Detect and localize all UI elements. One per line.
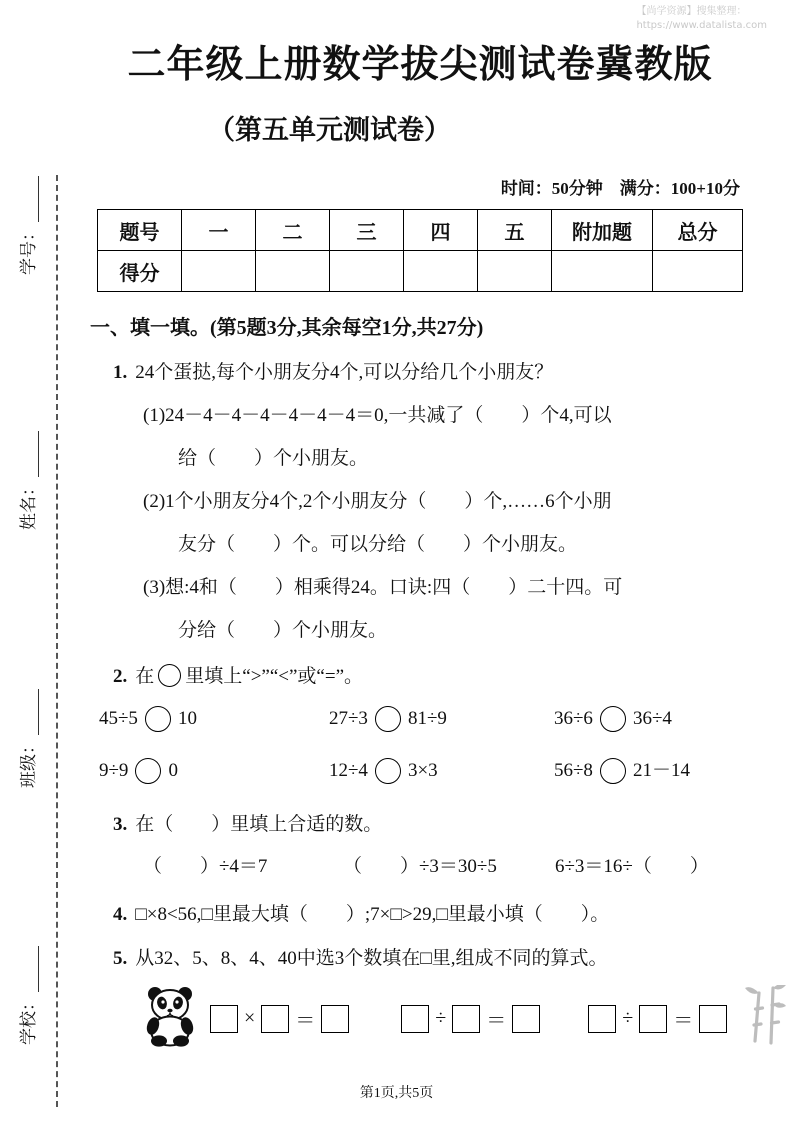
question-2-text-pre: 在 (135, 666, 155, 687)
score-cell (478, 251, 552, 292)
question-4-number: 4. (113, 904, 128, 925)
operator: × (244, 1007, 256, 1029)
student-class-blank-line (23, 689, 39, 735)
student-name-field (14, 431, 39, 530)
question-3-text: 在（ ）里填上合适的数。 (135, 814, 383, 835)
score-table-header-cell: 题号 (98, 210, 182, 251)
watermark-line1: 【尚学资源】搜集整理： (636, 6, 747, 17)
comparison-circle-icon (600, 706, 626, 732)
question-2-number: 2. (113, 666, 128, 687)
answer-box (261, 1005, 289, 1033)
comparison-circle-icon (375, 706, 401, 732)
equals-sign: ＝ (673, 1010, 694, 1032)
answer-box (639, 1005, 667, 1033)
comparison-expression (554, 705, 672, 733)
q5-equation-row (140, 985, 750, 1052)
time-score-info: 时间：50分钟 满分：100+10分 (500, 179, 740, 198)
student-school-blank-line (23, 946, 39, 992)
circle-icon (158, 664, 181, 687)
student-school-label: 学校： (19, 994, 38, 1045)
question-3 (113, 811, 750, 839)
student-id-field (14, 176, 39, 275)
q2-expression-row-2 (99, 757, 750, 785)
score-table-header-cell: 五 (478, 210, 552, 251)
expression-left: 36÷6 (554, 708, 593, 729)
equation-group-divide-1 (401, 1004, 540, 1033)
comparison-expression (554, 757, 690, 785)
student-class-field (14, 689, 39, 788)
question-5-number: 5. (113, 948, 128, 969)
watermark-line2: https://www.datalista.com (636, 20, 767, 31)
score-table-header-cell: 四 (404, 210, 478, 251)
answer-box (210, 1005, 238, 1033)
section-one-title: 一、填一填。(第5题3分,其余每空1分,共27分) (90, 317, 484, 339)
score-row-label: 得分 (98, 251, 182, 292)
q2-expression-row-1 (99, 705, 750, 733)
page-number: 第1页,共5页 (359, 1086, 434, 1101)
answer-box (452, 1005, 480, 1033)
score-cell (182, 251, 256, 292)
comparison-circle-icon (600, 758, 626, 784)
student-school-field (14, 946, 39, 1045)
question-5-text: 从32、5、8、4、40中选3个数填在□里,组成不同的算式。 (135, 948, 608, 969)
paper-title: 二年级上册数学拔尖测试卷冀教版 (127, 44, 713, 86)
answer-box (588, 1005, 616, 1033)
expression-left: 12÷4 (329, 760, 368, 781)
paper-subtitle: （第五单元测试卷） (208, 115, 451, 145)
question-4-text: □×8<56,□里最大填（ ）;7×□>29,□里最小填（ ）。 (135, 904, 610, 925)
student-name-blank-line (23, 431, 39, 477)
question-4 (113, 901, 750, 929)
comparison-expression (329, 705, 554, 733)
question-3-number: 3. (113, 814, 128, 835)
q3-expression-row (143, 853, 750, 881)
fill-expression: （ ）÷3＝30÷5 (343, 856, 497, 877)
operator: ÷ (435, 1007, 447, 1029)
equation-group-divide-2 (588, 1004, 727, 1033)
question-1-text: 24个蛋挞,每个小朋友分4个,可以分给几个小朋友？ (135, 362, 554, 383)
score-table-header-cell: 三 (330, 210, 404, 251)
fold-dashed-line (56, 175, 58, 1107)
score-table-header-cell: 总分 (653, 210, 743, 251)
question-1-number: 1. (113, 362, 128, 383)
score-cell (404, 251, 478, 292)
expression-right: 21－14 (632, 760, 690, 781)
comparison-expression (99, 757, 329, 785)
answer-box (699, 1005, 727, 1033)
q1-subline-3: (3)想:4和（ ）相乘得24。口诀:四（ ）二十四。可 (143, 577, 623, 598)
expression-left: 9÷9 (99, 760, 129, 781)
score-table-header-cell: 二 (256, 210, 330, 251)
comparison-expression (329, 757, 554, 785)
fill-expression: （ ）÷4＝7 (143, 856, 268, 877)
q1-subline-2: (2)1个小朋友分4个,2个小朋友分（ ）个,……6个小朋 (143, 491, 612, 512)
score-cell (330, 251, 404, 292)
answer-box (401, 1005, 429, 1033)
expression-right: 0 (168, 760, 178, 781)
comparison-circle-icon (145, 706, 171, 732)
score-cell (256, 251, 330, 292)
panda-icon (140, 985, 200, 1052)
question-1 (113, 359, 750, 387)
score-table (97, 209, 743, 292)
expression-left: 56÷8 (554, 760, 593, 781)
equals-sign: ＝ (486, 1010, 507, 1032)
student-class-label: 班级： (19, 737, 38, 788)
expression-right: 36÷4 (632, 708, 672, 729)
score-table-header-row (98, 210, 743, 251)
equation-group-multiply (210, 1004, 349, 1033)
expression-left: 45÷5 (99, 708, 138, 729)
question-2 (113, 663, 750, 691)
fill-expression: 6÷3＝16÷（ ） (555, 856, 709, 877)
paper-content (90, 0, 750, 1052)
equals-sign: ＝ (295, 1010, 316, 1032)
question-5 (113, 945, 750, 973)
answer-box (512, 1005, 540, 1033)
q1-subline-1: (1)24－4－4－4－4－4－4＝0,一共减了（ ）个4,可以 (143, 405, 612, 426)
q1-subline-3-cont: 分给（ ）个小朋友。 (178, 620, 388, 641)
student-name-label: 姓名： (19, 479, 38, 530)
answer-box (321, 1005, 349, 1033)
question-2-text-post: 里填上“>”“<”或“=”。 (185, 666, 364, 687)
expression-left: 27÷3 (329, 708, 368, 729)
expression-right: 3×3 (407, 760, 438, 781)
score-table-header-cell: 一 (182, 210, 256, 251)
expression-right: 10 (177, 708, 197, 729)
bamboo-icon (743, 985, 787, 1052)
score-table-score-row (98, 251, 743, 292)
student-id-blank-line (23, 176, 39, 222)
q1-subline-2-cont: 友分（ ）个。可以分给（ ）个小朋友。 (178, 534, 578, 555)
comparison-circle-icon (375, 758, 401, 784)
score-cell (653, 251, 743, 292)
q1-subline-1-cont: 给（ ）个小朋友。 (178, 448, 369, 469)
expression-right: 81÷9 (407, 708, 447, 729)
comparison-circle-icon (135, 758, 161, 784)
operator: ÷ (622, 1007, 634, 1029)
comparison-expression (99, 705, 329, 733)
student-id-label: 学号： (19, 224, 38, 275)
score-cell (552, 251, 653, 292)
score-table-header-cell: 附加题 (552, 210, 653, 251)
